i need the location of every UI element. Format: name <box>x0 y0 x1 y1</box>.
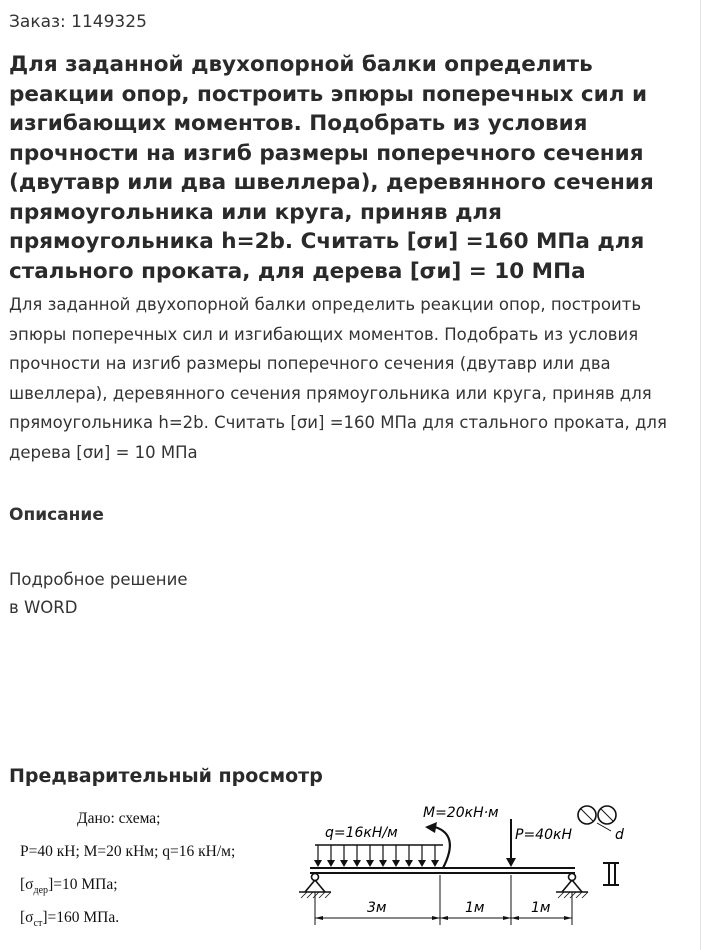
force-label: P=40кН <box>515 827 572 843</box>
dimension-label: 1м <box>531 900 551 916</box>
description-heading: Описание <box>9 505 104 525</box>
page-title: Для заданной двухопорной балки определить реакции опор, построить эпюры поперечных сил и изгибающих моментов. Подобрать из условия прочности на изгиб размеры поперечного сечения (двутавр или два швеллера), деревянного сечения прямоугольника или круга, приняв для прямоугольника h=2b. Считать [σи] =160 МПа для стального проката, для дерева [σи] = 10 МПа <box>9 52 654 284</box>
moment-label: M=20кН·м <box>423 805 499 821</box>
given-line: Дано: схема; <box>77 810 161 827</box>
beam-diagram <box>285 795 645 935</box>
dimension-label: 3м <box>367 900 387 916</box>
description-line: в WORD <box>9 598 78 617</box>
load-label: q=16кН/м <box>325 825 398 841</box>
given-stress-steel: $[\sigma_{ст}]=160$ МПа. <box>20 909 120 930</box>
task-text: Для заданной двухопорной балки определить реакции опор, построить эпюры поперечных сил и изгибающих моментов. Подобрать из условия прочности на изгиб размеры поперечного сечения (двутавр или два швеллера), деревянного сечения прямоугольника или круга, приняв для прямоугольника h=2b. Считать [σи] =160 МПа для стального проката, для дерева [σи] = 10 МПа <box>9 295 667 462</box>
order-number: Заказ: 1149325 <box>9 12 147 32</box>
description-text <box>9 566 187 622</box>
given-line: P=40 кН; M=20 кНм; q=16 кН/м; <box>20 843 236 860</box>
diameter-label: d <box>615 827 624 843</box>
preview-heading: Предварительный просмотр <box>9 765 323 787</box>
dimension-label: 1м <box>465 900 485 916</box>
description-line: Подробное решение <box>9 570 188 589</box>
given-stress-wood: $[\sigma_{дер}]=10$ МПа; <box>20 876 118 897</box>
